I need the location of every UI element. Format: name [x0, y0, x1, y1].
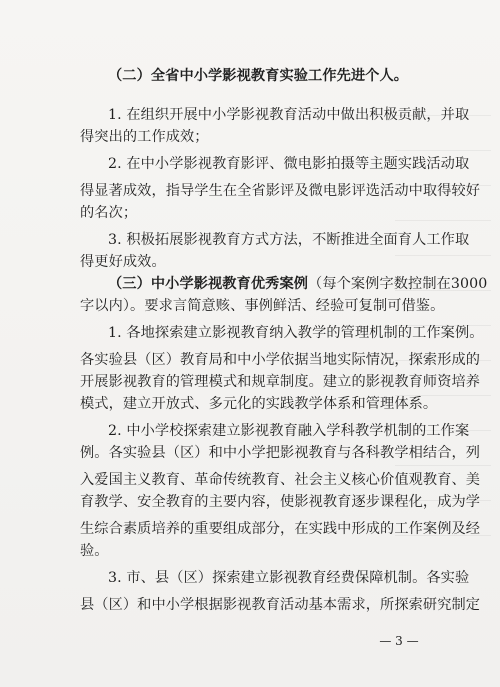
item-2-line-2: 得显著成效，指导学生在全省影评及微电影评选活动中取得较好 — [80, 183, 481, 199]
case-2-line-3: 入爱国主义教育、革命传统教育、社会主义核心价值观教育、美 — [80, 472, 481, 488]
case-2-line-2: 例。各实验县（区）和中小学把影视教育与各科教学相结合，列 — [80, 445, 481, 461]
case-3-line-2: 县（区）和中小学根据影视教育活动基本需求，所探索研究制定 — [80, 597, 481, 613]
item-1-line-1: 1. 在组织开展中小学影视教育活动中做出积极贡献，并取 — [108, 107, 470, 123]
page-number: — 3 — — [379, 634, 419, 648]
case-2-line-5: 生综合素质培养的重要组成部分，在实践中形成的工作案例及经 — [80, 521, 481, 537]
heading-excellent-cases-line-2: 字以内）。要求言简意赅、事例鲜活、经验可复制可借鉴。 — [80, 298, 445, 314]
case-1-line-4: 模式，建立开放式、多元化的实践教学体系和管理体系。 — [80, 396, 438, 412]
heading-excellent-cases-note: （每个案例字数控制在3000 — [308, 276, 488, 292]
item-2-line-1: 2. 在中小学影视教育影评、微电影拍摄等主题实践活动取 — [108, 156, 470, 172]
item-1-line-2: 得突出的工作成效； — [80, 129, 209, 145]
item-2-line-3: 的名次； — [80, 205, 138, 221]
case-1-line-2: 各实验县（区）教育局和中小学依据当地实际情况，探索形成的 — [80, 352, 481, 368]
case-3-line-1: 3. 市、县（区）探索建立影视教育经费保障机制。各实验 — [108, 570, 470, 586]
item-3-line-1: 3. 积极拓展影视教育方式方法，不断推进全面育人工作取 — [108, 232, 470, 248]
heading-advanced-individuals: （二）全省中小学影视教育实验工作先进个人。 — [108, 68, 409, 84]
case-1-line-1: 1. 各地探索建立影视教育纳入教学的管理机制的工作案例。 — [108, 325, 484, 341]
case-1-line-3: 开展影视教育的管理模式和规章制度。建立的影视教育师资培养 — [80, 374, 481, 390]
item-3-line-2: 得更好成效。 — [80, 254, 166, 270]
heading-excellent-cases — [108, 275, 488, 293]
case-2-line-1: 2. 中小学校探索建立影视教育融入学科教学机制的工作案 — [108, 423, 470, 439]
case-2-line-6: 验。 — [80, 543, 109, 559]
heading-excellent-cases-bold: （三）中小学影视教育优秀案例 — [108, 276, 309, 292]
case-2-line-4: 育教学、安全教育的主要内容，使影视教育逐步课程化，成为学 — [80, 494, 481, 510]
